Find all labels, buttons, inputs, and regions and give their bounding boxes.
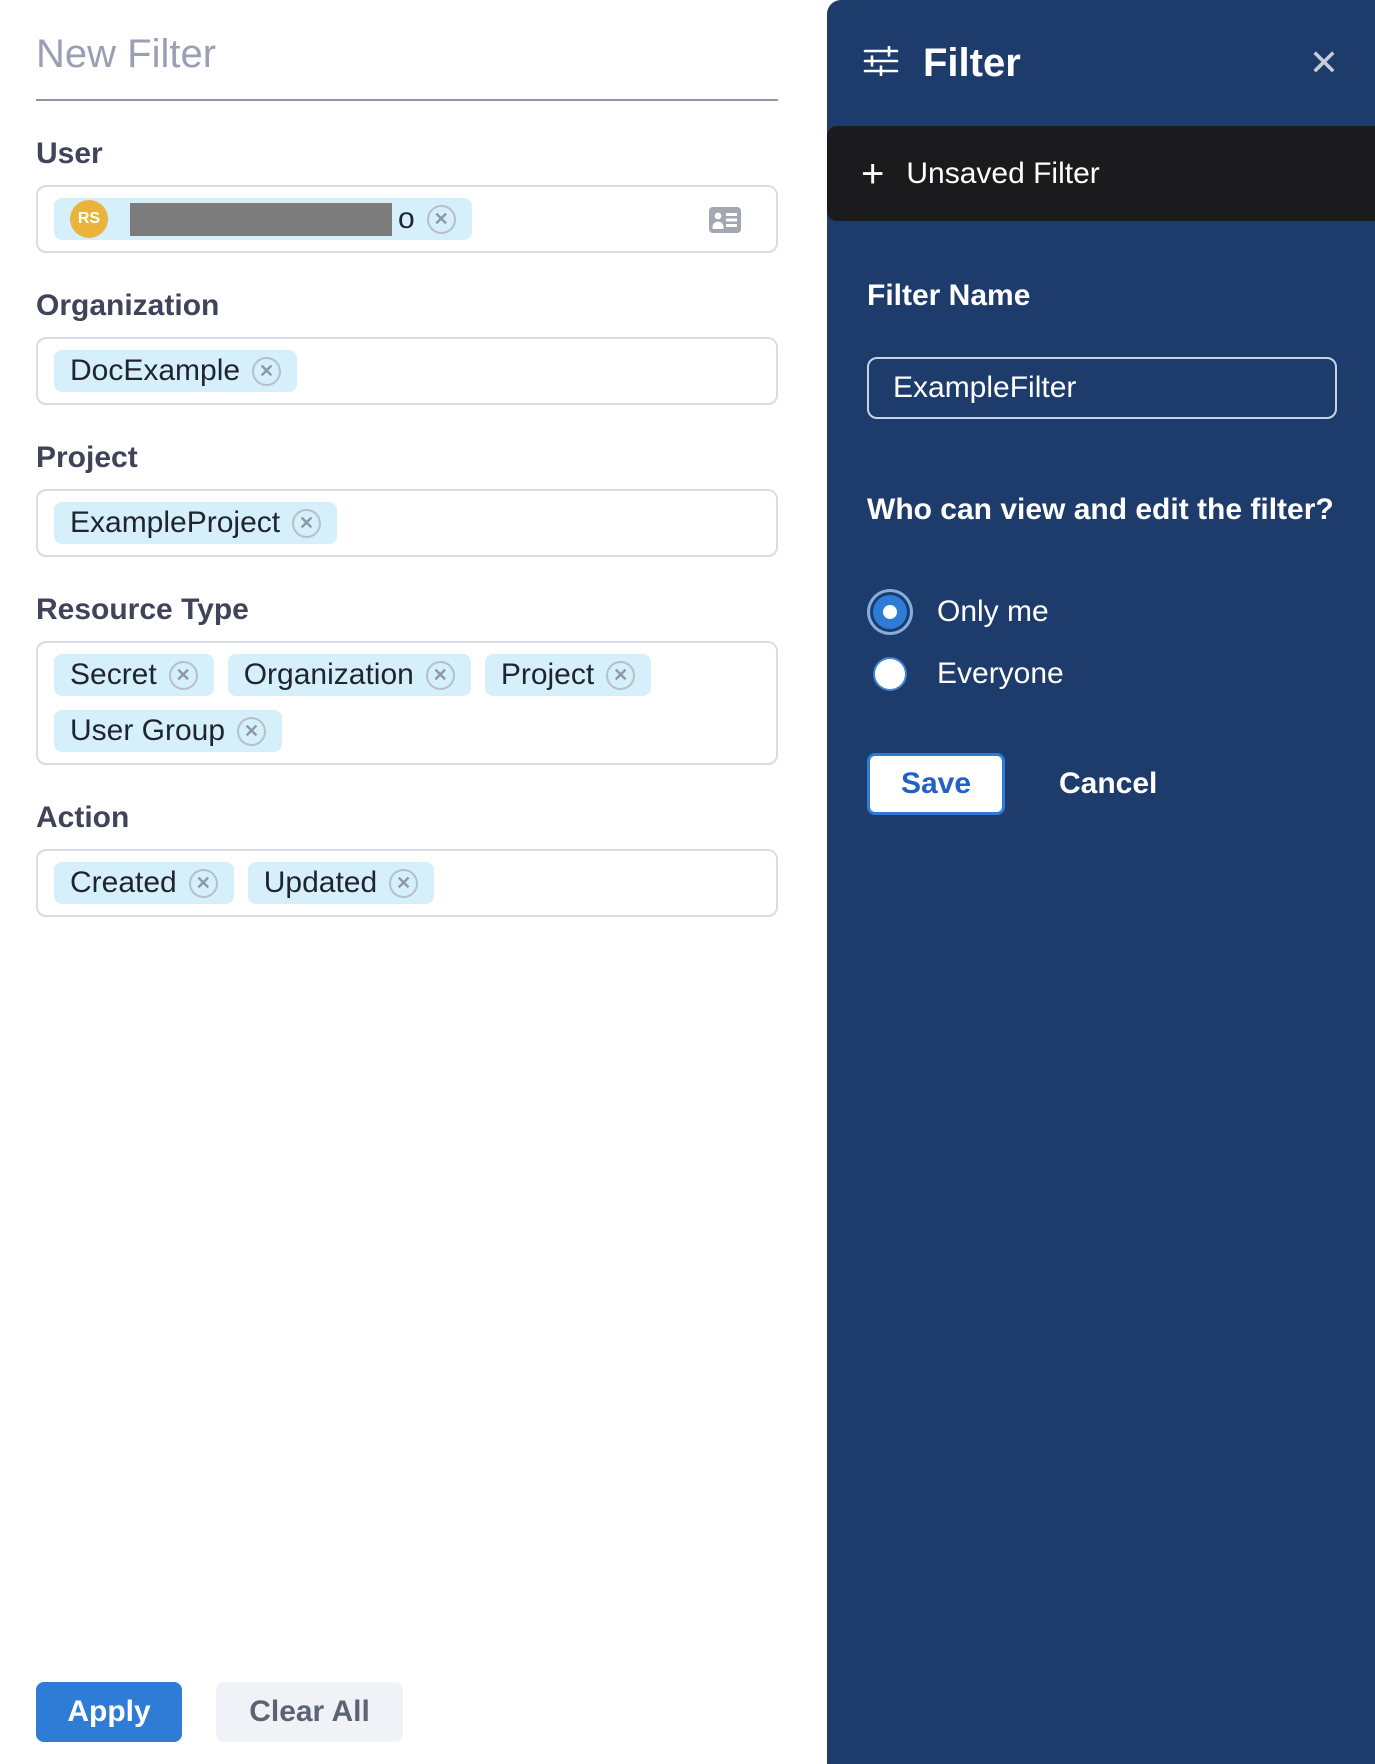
radio-everyone[interactable] [867, 651, 1335, 697]
remove-chip-icon[interactable]: ✕ [606, 661, 635, 690]
remove-chip-icon[interactable]: ✕ [237, 717, 266, 746]
project-chip[interactable] [54, 502, 337, 544]
resource-type-field-input[interactable] [36, 641, 778, 765]
field-group-project [36, 441, 778, 557]
apply-button[interactable]: Apply [36, 1682, 182, 1742]
resource-type-chip[interactable] [228, 654, 471, 696]
remove-chip-icon[interactable]: ✕ [169, 661, 198, 690]
action-chip[interactable] [54, 862, 234, 904]
chip-text: Created [70, 866, 177, 899]
filter-sliders-icon [863, 46, 899, 81]
organization-field-input[interactable] [36, 337, 778, 405]
field-group-user [36, 137, 778, 253]
user-name-suffix: o [398, 202, 415, 235]
filter-panel-header [827, 0, 1375, 126]
radio-selected-icon[interactable] [873, 595, 907, 629]
save-button[interactable]: Save [867, 753, 1005, 815]
remove-chip-icon[interactable]: ✕ [292, 509, 321, 538]
cancel-button[interactable]: Cancel [1059, 767, 1158, 800]
project-field-label: Project [36, 441, 138, 474]
project-field-input[interactable] [36, 489, 778, 557]
unsaved-filter-tab[interactable] [827, 126, 1375, 221]
visibility-question: Who can view and edit the filter? [867, 493, 1334, 526]
chip-text: Secret [70, 658, 157, 691]
chip-text: User Group [70, 714, 226, 747]
visibility-radio-group [867, 589, 1335, 697]
filter-name-input[interactable] [867, 357, 1337, 419]
resource-type-chip[interactable] [54, 654, 214, 696]
field-group-organization [36, 289, 778, 405]
user-avatar: RS [70, 200, 108, 238]
action-field-input[interactable] [36, 849, 778, 917]
resource-type-field-label: Resource Type [36, 593, 249, 626]
chip-text: Organization [243, 658, 414, 691]
radio-unselected-icon[interactable] [873, 657, 907, 691]
organization-field-label: Organization [36, 289, 220, 322]
remove-chip-icon[interactable]: ✕ [426, 661, 455, 690]
new-filter-title: New Filter [36, 32, 778, 101]
user-field-input[interactable] [36, 185, 778, 253]
field-group-action [36, 801, 778, 917]
action-field-label: Action [36, 801, 130, 834]
resource-type-chip[interactable] [485, 654, 651, 696]
organization-chip[interactable] [54, 350, 297, 392]
filter-side-panel [827, 0, 1375, 1764]
contact-card-icon[interactable] [708, 206, 742, 239]
remove-user-chip-icon[interactable]: ✕ [427, 205, 456, 234]
filter-panel-title: Filter [923, 40, 1021, 85]
chip-text: Updated [263, 866, 378, 899]
field-group-resource-type [36, 593, 778, 765]
filter-name-label: Filter Name [867, 279, 1031, 312]
unsaved-filter-label: Unsaved Filter [906, 156, 1100, 190]
chip-text: DocExample [70, 354, 241, 387]
radio-label: Everyone [937, 657, 1064, 690]
action-chip[interactable] [248, 862, 434, 904]
remove-chip-icon[interactable]: ✕ [252, 357, 281, 386]
remove-chip-icon[interactable]: ✕ [189, 869, 218, 898]
user-field-label: User [36, 137, 103, 170]
chip-text: ExampleProject [70, 506, 281, 539]
resource-type-chip[interactable] [54, 710, 282, 752]
radio-label: Only me [937, 595, 1049, 628]
plus-icon: + [861, 151, 885, 196]
close-icon[interactable]: ✕ [1308, 42, 1339, 83]
redacted-user-name [130, 203, 392, 236]
remove-chip-icon[interactable]: ✕ [389, 869, 418, 898]
clear-all-button[interactable]: Clear All [216, 1682, 403, 1742]
user-chip[interactable] [54, 198, 472, 240]
chip-text: Project [500, 658, 595, 691]
radio-only-me[interactable] [867, 589, 1335, 635]
